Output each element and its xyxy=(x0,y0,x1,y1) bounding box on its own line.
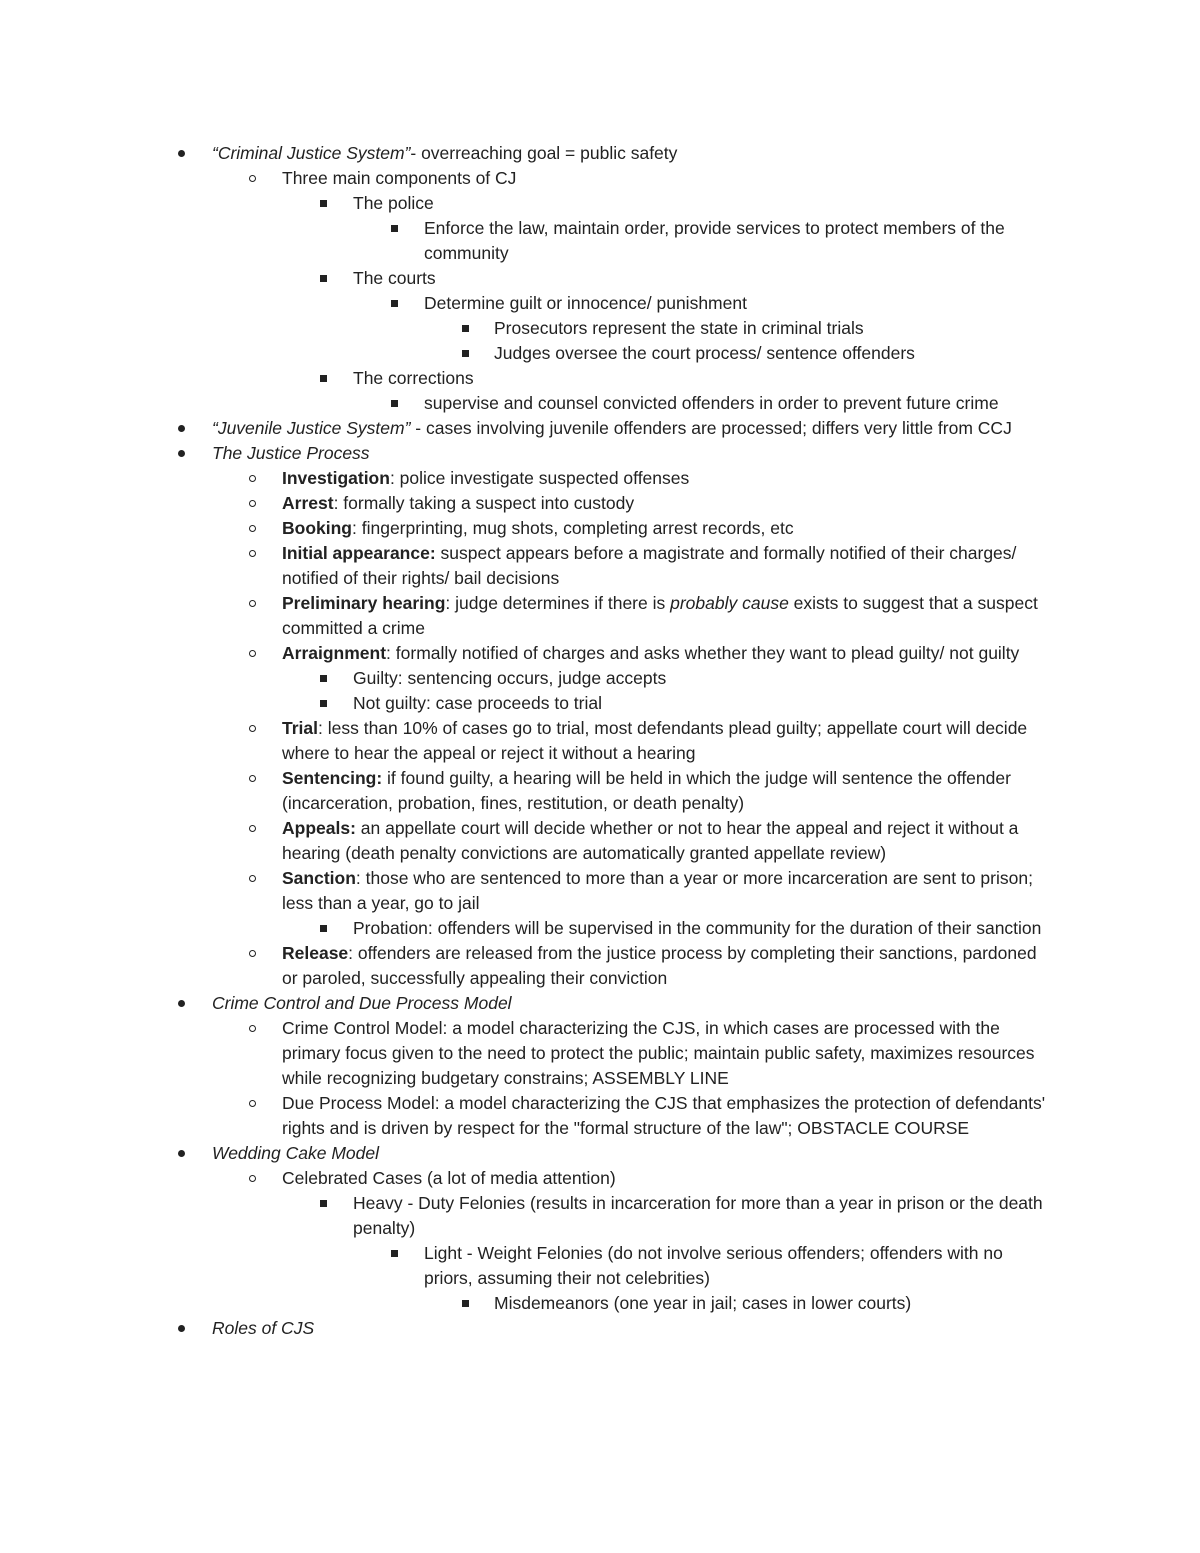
list-item-text xyxy=(424,391,999,416)
text-run: : police investigate suspected offenses xyxy=(389,468,690,488)
term-label: Booking xyxy=(282,518,352,538)
list-item-text xyxy=(282,891,479,916)
square-bullet-icon xyxy=(389,291,401,316)
list-item-text xyxy=(282,1066,729,1091)
list-item xyxy=(0,291,1200,316)
list-item-text xyxy=(282,841,886,866)
term-label: Sentencing: xyxy=(282,768,383,788)
list-item-continuation xyxy=(0,791,1200,816)
list-item-text xyxy=(282,616,425,641)
list-item-text xyxy=(212,1141,379,1166)
list-item-text xyxy=(212,441,370,466)
list-item-text xyxy=(212,416,1012,441)
text-run: Not guilty: case proceeds to trial xyxy=(353,693,603,713)
text-run: : offenders are released from the justice process by completing their sanctions, pardoned xyxy=(348,943,1037,963)
list-item xyxy=(0,1291,1200,1316)
term-label: Sanction xyxy=(282,868,356,888)
list-item xyxy=(0,166,1200,191)
list-item-text xyxy=(282,516,794,541)
emphasis-text: probably cause xyxy=(670,593,789,613)
text-run: suspect appears before a magistrate and formally notified of their charges/ xyxy=(435,543,1017,563)
notes-document xyxy=(0,141,1200,1341)
text-run: - overreaching goal = public safety xyxy=(410,143,678,163)
square-bullet-icon xyxy=(318,1191,330,1216)
list-item-text xyxy=(282,716,1027,741)
list-item-text xyxy=(212,141,677,166)
text-run: Light - Weight Felonies (do not involve serious offenders; offenders with no xyxy=(424,1243,1003,1263)
list-item-text xyxy=(282,491,634,516)
text-run: Crime Control Model: a model characterizing the CJS, in which cases are processed with the xyxy=(282,1018,1000,1038)
list-item xyxy=(0,191,1200,216)
text-run: : those who are sentenced to more than a year or more incarceration are sent to prison; xyxy=(355,868,1033,888)
list-item xyxy=(0,916,1200,941)
circle-bullet-icon xyxy=(248,466,260,491)
list-item-continuation xyxy=(0,841,1200,866)
list-item xyxy=(0,866,1200,891)
text-run: hearing (death penalty convictions are automatically granted appellate review) xyxy=(282,843,887,863)
text-run: Guilty: sentencing occurs, judge accepts xyxy=(353,668,667,688)
square-bullet-icon xyxy=(389,1241,401,1266)
term-label: Investigation xyxy=(282,468,390,488)
text-run: The police xyxy=(353,193,434,213)
list-item-continuation xyxy=(0,1066,1200,1091)
term-label: Appeals: xyxy=(282,818,356,838)
list-item-text xyxy=(282,1016,1000,1041)
square-bullet-icon xyxy=(318,191,330,216)
list-item-text xyxy=(282,741,695,766)
list-item-text xyxy=(282,541,1016,566)
term-label: Release xyxy=(282,943,349,963)
square-bullet-icon xyxy=(318,916,330,941)
disc-bullet-icon xyxy=(176,1141,188,1166)
text-run: penalty) xyxy=(353,1218,416,1238)
emphasis-text: “Juvenile Justice System” xyxy=(212,418,411,438)
square-bullet-icon xyxy=(318,666,330,691)
list-item-continuation xyxy=(0,1266,1200,1291)
list-item xyxy=(0,416,1200,441)
list-item-continuation xyxy=(0,1041,1200,1066)
list-item xyxy=(0,1141,1200,1166)
list-item xyxy=(0,391,1200,416)
term-label: Arrest xyxy=(282,493,334,513)
list-item-text xyxy=(424,1266,710,1291)
list-item xyxy=(0,141,1200,166)
disc-bullet-icon xyxy=(176,1316,188,1341)
list-item-text xyxy=(282,866,1033,891)
text-run: The courts xyxy=(353,268,436,288)
list-item xyxy=(0,341,1200,366)
text-run: : judge determines if there is xyxy=(445,593,671,613)
list-item-text xyxy=(353,691,602,716)
list-item xyxy=(0,1316,1200,1341)
list-item xyxy=(0,216,1200,241)
list-item-text xyxy=(353,191,434,216)
list-item-text xyxy=(353,916,1041,941)
list-item-continuation xyxy=(0,891,1200,916)
text-run: where to hear the appeal or reject it without a hearing xyxy=(282,743,696,763)
list-item-continuation xyxy=(0,566,1200,591)
list-item-text xyxy=(282,766,1011,791)
square-bullet-icon xyxy=(318,266,330,291)
list-item-text xyxy=(353,666,666,691)
text-run: Prosecutors represent the state in criminal trials xyxy=(494,318,864,338)
list-item xyxy=(0,1241,1200,1266)
text-run: (incarceration, probation, fines, restitution, or death penalty) xyxy=(282,793,745,813)
text-run: rights and is driven by respect for the "formal structure of the law"; OBSTACLE COURSE xyxy=(282,1118,970,1138)
list-item-text xyxy=(282,566,559,591)
circle-bullet-icon xyxy=(248,1016,260,1041)
square-bullet-icon xyxy=(460,1291,472,1316)
text-run: or paroled, successfully appealing their conviction xyxy=(282,968,668,988)
list-item xyxy=(0,466,1200,491)
list-item-text xyxy=(353,266,436,291)
text-run: Probation: offenders will be supervised in the community for the duration of their sanction xyxy=(353,918,1042,938)
list-item-text xyxy=(424,216,1005,241)
text-run: primary focus given to the need to protect the public; maintain public safety, maximizes resources xyxy=(282,1043,1035,1063)
text-run: Judges oversee the court process/ sentence offenders xyxy=(494,343,915,363)
square-bullet-icon xyxy=(460,316,472,341)
circle-bullet-icon xyxy=(248,641,260,666)
list-item xyxy=(0,366,1200,391)
circle-bullet-icon xyxy=(248,166,260,191)
list-item xyxy=(0,316,1200,341)
list-item-text xyxy=(282,1166,616,1191)
circle-bullet-icon xyxy=(248,766,260,791)
list-item xyxy=(0,1091,1200,1116)
term-label: Trial xyxy=(282,718,318,738)
list-item xyxy=(0,991,1200,1016)
text-run: The corrections xyxy=(353,368,474,388)
list-item-text xyxy=(212,1316,314,1341)
list-item xyxy=(0,1191,1200,1216)
list-item-text xyxy=(353,1216,415,1241)
text-run: Three main components of CJ xyxy=(282,168,517,188)
circle-bullet-icon xyxy=(248,716,260,741)
list-item xyxy=(0,716,1200,741)
text-run: : less than 10% of cases go to trial, most defendants plead guilty; appellate court will decide xyxy=(318,718,1028,738)
list-item-text xyxy=(282,966,667,991)
emphasis-text: Wedding Cake Model xyxy=(212,1143,379,1163)
list-item xyxy=(0,766,1200,791)
list-item-text xyxy=(282,166,516,191)
square-bullet-icon xyxy=(460,341,472,366)
list-item xyxy=(0,591,1200,616)
list-item-text xyxy=(282,1091,1045,1116)
text-run: priors, assuming their not celebrities) xyxy=(424,1268,710,1288)
square-bullet-icon xyxy=(318,691,330,716)
emphasis-text: Roles of CJS xyxy=(212,1318,315,1338)
text-run: exists to suggest that a suspect xyxy=(788,593,1038,613)
list-item-text xyxy=(282,1116,969,1141)
square-bullet-icon xyxy=(389,216,401,241)
disc-bullet-icon xyxy=(176,141,188,166)
text-run: notified of their rights/ bail decisions xyxy=(282,568,560,588)
circle-bullet-icon xyxy=(248,491,260,516)
circle-bullet-icon xyxy=(248,541,260,566)
term-label: Arraignment xyxy=(282,643,387,663)
list-item xyxy=(0,541,1200,566)
list-item xyxy=(0,516,1200,541)
square-bullet-icon xyxy=(389,391,401,416)
square-bullet-icon xyxy=(318,366,330,391)
text-run: Misdemeanors (one year in jail; cases in lower courts) xyxy=(494,1293,912,1313)
circle-bullet-icon xyxy=(248,816,260,841)
list-item xyxy=(0,441,1200,466)
list-item xyxy=(0,266,1200,291)
disc-bullet-icon xyxy=(176,416,188,441)
text-run: Enforce the law, maintain order, provide services to protect members of the xyxy=(424,218,1005,238)
text-run: an appellate court will decide whether or not to hear the appeal and reject it without a xyxy=(355,818,1019,838)
list-item xyxy=(0,491,1200,516)
list-item xyxy=(0,941,1200,966)
list-item-continuation xyxy=(0,966,1200,991)
list-item xyxy=(0,691,1200,716)
list-item-text xyxy=(282,816,1018,841)
list-item xyxy=(0,816,1200,841)
disc-bullet-icon xyxy=(176,991,188,1016)
list-item-text xyxy=(424,1241,1003,1266)
text-run: supervise and counsel convicted offenders in order to prevent future crime xyxy=(424,393,999,413)
text-run: - cases involving juvenile offenders are processed; differs very little from CCJ xyxy=(410,418,1012,438)
list-item-text xyxy=(494,1291,911,1316)
term-label: Initial appearance: xyxy=(282,543,436,563)
list-item-continuation xyxy=(0,741,1200,766)
list-item-text xyxy=(212,991,512,1016)
text-run: Due Process Model: a model characterizing the CJS that emphasizes the protection of defendants' xyxy=(282,1093,1046,1113)
text-run: Heavy - Duty Felonies (results in incarceration for more than a year in prison or the death xyxy=(353,1193,1043,1213)
list-item-text xyxy=(282,1041,1035,1066)
list-item-text xyxy=(282,591,1038,616)
list-item xyxy=(0,1016,1200,1041)
list-item-text xyxy=(282,641,1019,666)
circle-bullet-icon xyxy=(248,516,260,541)
text-run: Determine guilt or innocence/ punishment xyxy=(424,293,747,313)
text-run: : formally taking a suspect into custody xyxy=(333,493,635,513)
list-item-text xyxy=(424,291,747,316)
text-run: while recognizing budgetary constrains; ASSEMBLY LINE xyxy=(282,1068,729,1088)
list-item xyxy=(0,1166,1200,1191)
circle-bullet-icon xyxy=(248,1166,260,1191)
list-item-text xyxy=(282,466,689,491)
text-run: committed a crime xyxy=(282,618,425,638)
circle-bullet-icon xyxy=(248,866,260,891)
emphasis-text: The Justice Process xyxy=(212,443,370,463)
text-run: : formally notified of charges and asks whether they want to plead guilty/ not guilty xyxy=(386,643,1020,663)
emphasis-text: “Criminal Justice System” xyxy=(212,143,411,163)
list-item xyxy=(0,641,1200,666)
circle-bullet-icon xyxy=(248,941,260,966)
term-label: Preliminary hearing xyxy=(282,593,446,613)
emphasis-text: Crime Control and Due Process Model xyxy=(212,993,512,1013)
text-run: Celebrated Cases (a lot of media attention) xyxy=(282,1168,616,1188)
circle-bullet-icon xyxy=(248,591,260,616)
circle-bullet-icon xyxy=(248,1091,260,1116)
text-run: if found guilty, a hearing will be held in which the judge will sentence the offender xyxy=(382,768,1011,788)
text-run: community xyxy=(424,243,509,263)
list-item-text xyxy=(282,791,744,816)
list-item-continuation xyxy=(0,1116,1200,1141)
text-run: less than a year, go to jail xyxy=(282,893,480,913)
list-item-text xyxy=(494,341,915,366)
list-item-text xyxy=(353,366,474,391)
list-item xyxy=(0,666,1200,691)
disc-bullet-icon xyxy=(176,441,188,466)
list-item-continuation xyxy=(0,616,1200,641)
list-item-continuation xyxy=(0,241,1200,266)
list-item-text xyxy=(282,941,1037,966)
list-item-text xyxy=(494,316,864,341)
list-item-text xyxy=(424,241,509,266)
list-item-text xyxy=(353,1191,1043,1216)
text-run: : fingerprinting, mug shots, completing arrest records, etc xyxy=(352,518,794,538)
list-item-continuation xyxy=(0,1216,1200,1241)
